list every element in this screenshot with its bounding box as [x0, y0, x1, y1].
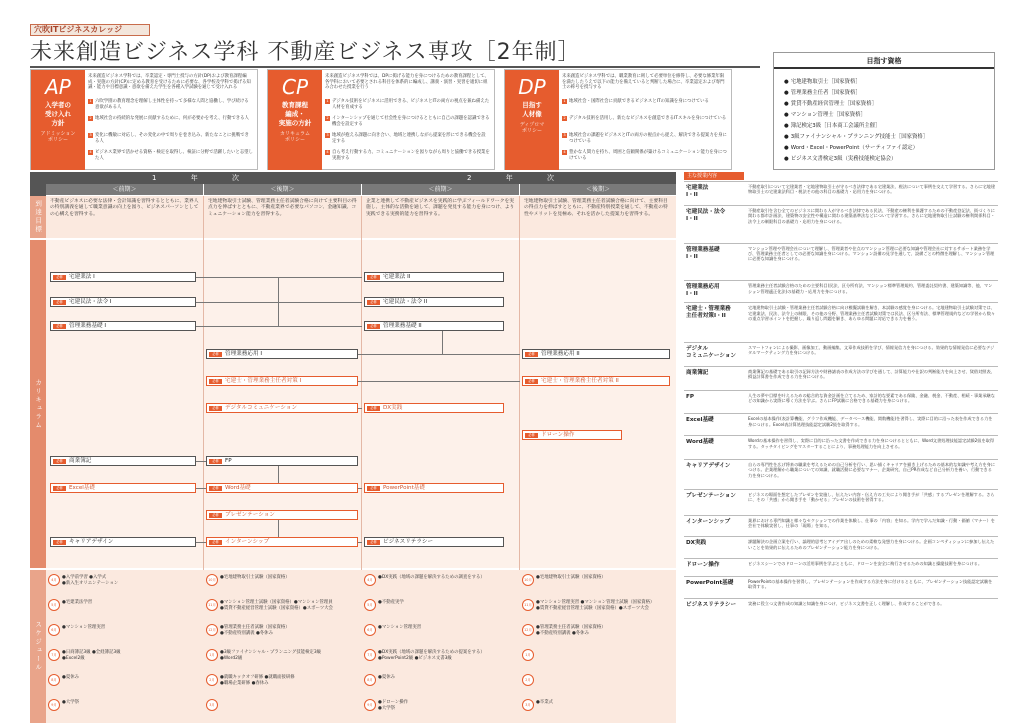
main-course-description: マンション管理や管理会社について理解し、管理業者や住点のマンション管理に必要な知識や管理会社に対するサポート業務を学び、管理業務主任者としての必要な知識を身につける。マンション設備の見学を通して、設備ごとの特徴を理解し、マンション管理に必要な知識を身につける。 [748, 245, 995, 262]
schedule-item [364, 622, 516, 642]
side-label-curriculum: カリキュラム [30, 240, 46, 568]
schedule-month: 9月 [48, 699, 60, 711]
qualification-item: ● マンション管理士［国家資格］ [784, 112, 866, 119]
schedule-item [364, 572, 516, 592]
page-title: 未来創造ビジネス学科 不動産ビジネス専攻［2年制］ [30, 40, 581, 65]
schedule-item [522, 697, 674, 717]
main-course-name: 宅建業法 I・II [686, 185, 709, 198]
policy-item-text: 変化に機敏に対応し、その変化の中で周りを巻き込み、新たなことに挑戦できる人 [95, 133, 249, 144]
policy-badge [31, 70, 85, 170]
course-name: 管理業務基礎 II [383, 323, 422, 329]
policy-abbr: CP [281, 75, 309, 99]
course-name: 管理業務応用 II [541, 351, 580, 357]
main-course-row [684, 280, 998, 300]
policy-item-text: 地域社会・国際社会に貢献できるビジネスとITの知識を身につけている [569, 99, 709, 104]
policy-item [325, 116, 490, 127]
course-required-tag: 必修 [209, 379, 222, 384]
schedule-month: 5月 [364, 599, 376, 611]
main-course-name: FP [686, 393, 694, 400]
policy-item-number: 3 [89, 133, 92, 137]
course-taisaku1 [206, 376, 358, 386]
schedule-item [206, 672, 358, 692]
course-word [206, 483, 358, 493]
schedule-text: ●管理業務主任者試験（国家資格） ●不動産特別講義 ●冬休み [220, 625, 290, 636]
course-drone [522, 430, 622, 440]
main-course-description: ビジネスの場面を想定したプレゼンを実施し、伝えたい内容・伝え方の工夫により聞き手が「共感」するプレゼンを理解する。さらに、その「共感」から聞き手を「動かせる」プレゼンの技術を習得する。 [748, 491, 995, 503]
goal-text: 宅地建物取引士試験、管理業務主任者試験合格に向けて主要科目の得点力を伸ばすとともに、不動産業界で必要なパソコン、金融知識、コミュニケーション能力を習得する。 [204, 196, 361, 238]
main-course-row [684, 302, 998, 340]
term-header: ＜後期＞ [520, 184, 676, 195]
schedule-text: ●ドローン操作 ●大学祭 [378, 700, 409, 711]
school-tag: 穴吹ITビジネスカレッジ [30, 24, 150, 36]
policy-item-text: 自ら考え行動する力、コミュニケーションを図りながら周りと協働できる授業を実施する [332, 150, 490, 161]
schedule-text [536, 647, 674, 650]
schedule-month: 6月 [364, 624, 376, 636]
schedule-text: ●DX実践（地域の課題を解決するための調査をする） [378, 575, 485, 580]
policy-item-number: 1 [89, 99, 92, 103]
main-course-row [684, 536, 998, 556]
main-course-description: 業界における専門知識と様々なセクションでの作業を体験し、仕事の「内容」を知る。学内で学んだ知識・行動・価値（マナー）を会社で体験実習し、仕事の「現場」を知る。 [748, 517, 995, 528]
main-course-row [684, 205, 998, 241]
policy-item-number: 1 [563, 99, 566, 103]
schedule-item [364, 647, 516, 667]
course-excel [50, 483, 196, 493]
policy-item-number: 3 [326, 133, 329, 137]
schedule-month: 7月 [364, 649, 376, 661]
qualification-item: ● Word・Excel・PowerPoint（サーティファイ認定） [784, 145, 918, 152]
qualification-item: ● 簿記検定3級［日本商工会議所主催］ [784, 123, 880, 130]
course-name: 宅建業法 I [69, 274, 95, 280]
schedule-text: ●卒業式 [536, 700, 554, 705]
policy-item-text: デジタル技術をビジネスに活用できる、ビジネスとITの両方の視点を兼ね備えた人材を育成する [332, 99, 490, 110]
course-name: DX実践 [383, 405, 403, 411]
policy-item-number: 4 [89, 150, 92, 154]
policy-item [562, 116, 727, 122]
policy-item [562, 99, 727, 105]
schedule-text: ●夏休み [378, 675, 396, 680]
course-name: 管理業務応用 I [225, 351, 262, 357]
schedule-text: ●不動産実学 [378, 600, 404, 605]
policy-item-text: 豊かな人間力を持ち、周囲と信頼関係が築けるコミュニケーション能力を身につけている [569, 150, 727, 161]
main-course-description: 人生の夢や目標を叶えるための総合的な資金計画を立てるため、家計的な要素である保険、金融、税金、不動産、相続・事業承継などの知識から実際に導く方法を学ぶ。さらにFP試験に合格できる基礎力を身につける。 [748, 392, 995, 403]
schedule-text: ●DX実践（地域の課題を解決するための提案をする） ●PowerPoint2級 ●ビジネス文書3級 [378, 650, 485, 661]
schedule-item [522, 647, 674, 667]
schedule-text: ●マンション管理実習 [62, 625, 106, 630]
main-course-row [684, 181, 998, 203]
main-course-name: キャリアデザイン [686, 463, 731, 469]
main-course-description: 不動産取引を含む全てのビジネスに関わる人が守るべき法律である民法、不動産の権利を保護するための不動産登記法、街づくりに関わる都市計画法、建築物の安全性や構造に関わる建築基準法などについて学習する。さらに宅地建物取引士試験の権利関係科目・法令上の制限科目の基礎力・応用力を身につける。 [748, 207, 995, 224]
course-name: デジタルコミュニケーション [225, 405, 298, 411]
policy-name: 教育課程 編成・ 実施の方針 [278, 101, 312, 127]
qualifications-box [773, 52, 995, 170]
schedule-text [220, 697, 358, 700]
policy-box-ap [30, 69, 258, 170]
policy-abbr: DP [518, 75, 546, 99]
schedule-item [206, 572, 358, 592]
course-fp [206, 456, 358, 466]
policy-item-number: 4 [326, 150, 329, 154]
main-course-row [684, 515, 998, 535]
main-course-row [684, 243, 998, 279]
policy-item [88, 133, 253, 144]
goal-text: 不動産ビジネスに必要な法律・会計知識を習得するとともに、業界人の特別講義を通して職業意識の向上を図り、ビジネスパーソンとしての心構えを習得する。 [46, 196, 203, 238]
schedule-item [364, 597, 516, 617]
course-required-tag: 必修 [209, 486, 222, 491]
schedule-month: 9月 [364, 699, 376, 711]
main-course-description: Excelの基本操作(表計算機能、グラフ作成機能、データベース機能、関数機能)を習得し、実際に目的に沿った表を作成できる力を身につける。Excel表計算処理技能認定試験2級を取得する。 [748, 416, 993, 427]
main-course-name: ビジネスリテラシー [686, 601, 737, 608]
course-required-tag: 必修 [525, 433, 538, 438]
policy-item-number: 2 [89, 116, 92, 120]
policy-badge [268, 70, 322, 170]
policy-description: 未来創造ビジネス学科では、卒業認定・専門士授与の方針(DP)および教育課程編成・実施の方針(CP)に定める教育を受けるために必要な、各学校及学科で掲げる知識・能力や目標意識・意欲を備えた学生を各種入学試験を通じて受け入れる [88, 74, 251, 91]
main-course-name: プレゼンテーション [686, 492, 736, 499]
qualifications-title: 目指す資格 [774, 53, 994, 69]
main-course-description: ビジネスシーンでのドローンの活用事例を学ぶとともに、ドローンを安全に飛行させるための知識と操縦技術を身につける。 [748, 561, 983, 567]
course-name: 宅建士・管理業務主任者対策 II [541, 378, 619, 384]
course-name: 宅建民法・法令 II [383, 299, 428, 305]
course-kanri1 [50, 321, 196, 331]
policy-item-text: 地域が抱える課題に向き合い、地域と連携しながら提案を形にできる機会を設定する [332, 133, 486, 144]
schedule-item [522, 597, 674, 617]
qualification-item: ● 宅地建物取引士［国家資格］ [784, 79, 861, 86]
course-name: Word基礎 [225, 485, 251, 491]
main-course-description: 自らの専門性を広げ将来の職業を考えるための自己分析を行い、思い描くキャリアを描き上げるための基本的な知識や考え方を身につける。企業理解から職業についての知識、就職活動に必要なマナー、企業研究、自己PR作成など自己分析力を養い、行動できる力を身につける。 [748, 462, 996, 478]
course-name: 宅建業法 II [383, 274, 411, 280]
schedule-item [48, 647, 200, 667]
course-name: FP [225, 458, 232, 464]
schedule-month: 1月 [206, 649, 218, 661]
course-name: Excel基礎 [69, 485, 96, 491]
schedule-item [48, 672, 200, 692]
course-minpo2 [364, 297, 504, 307]
policy-reading: ディプロマ ポリシー [519, 122, 545, 134]
schedule-month: 8月 [364, 674, 376, 686]
main-course-row [684, 413, 998, 433]
main-course-row [684, 390, 998, 412]
main-course-row [684, 342, 998, 364]
course-required-tag: 必修 [209, 352, 222, 357]
main-course-name: 宅建士・管理業務 主任者対策I・II [686, 306, 731, 320]
side-label-schedule: スケジュール [30, 570, 46, 723]
main-course-name: インターンシップ [686, 518, 731, 525]
course-dx [364, 403, 504, 413]
schedule-month: 11月 [522, 599, 534, 611]
schedule-text [536, 672, 674, 675]
course-taisaku2 [522, 376, 670, 386]
schedule-item [522, 672, 674, 692]
schedule-text: ●夏休み [62, 675, 80, 680]
main-course-description: 宅地建物取引士試験・管理業務主任者試験合格に向け模擬試験を解き、本試験の感覚を身につける。宅地建物取引士試験対策では、宅建業法、民法、法令上の制限、その他の分野、管理業務主任者試験対策では民法、区分所有法、標準管理規約などの学習から数々の重点学習ポイントを把握し、繰り返し問題を解き、あらゆる問題に対応できる力を養う。 [748, 305, 996, 321]
policy-item-text: ビジネス業界で活かせる資格・検定を取得し、検証に分野で活躍したいと志望した人 [95, 150, 253, 161]
course-kanriapp1 [206, 349, 358, 359]
course-required-tag: 必修 [367, 406, 380, 411]
goal-text: 宅地建物取引士試験、管理業務主任者試験合格に向けて、主要科目の得点力を伸ばすとともに、不動産特別授業を通して、不動産の特性やメリットを見極め、それを活かした提案力を習得する。 [520, 196, 676, 238]
course-minpo1 [50, 297, 196, 307]
policy-item-text: デジタル技術を活用し、新たなビジネスを創造できるITスキルを身につけている [569, 116, 727, 121]
course-name: 宅建士・管理業務主任者対策 I [225, 378, 302, 384]
schedule-month: 10月 [206, 574, 218, 586]
main-course-description: 管理業務主任者試験合格のための主要科目(民法、区分所有法、マンション標準管理規約、管理委託契約書、建築知識等、他、マンション管理適正化法)の基礎力・応用力を身につける。 [748, 283, 993, 294]
policy-reading: カリキュラム ポリシー [280, 131, 310, 143]
schedule-text: ●マンション管理士試験（国家資格）●マンション管理員 ●賃貸不動産経営管理士試験（国家資格）●スポーツ大会 [220, 600, 333, 611]
side-label-goals: 到達目標 [30, 196, 46, 238]
qualification-item: ● 賃貸不動産経営管理士［国家資格］ [784, 101, 877, 108]
schedule-month: 12月 [522, 624, 534, 636]
year-2-header: 2 年 次 [361, 172, 676, 184]
main-course-row [684, 489, 998, 513]
schedule-month: 3月 [522, 699, 534, 711]
qualification-item: ● 管理業務主任者［国家資格］ [784, 90, 861, 97]
main-course-description: 商業簿記の基礎である取引の記録方法や財務諸表の作成方法の学びを通して、計算能力や仕訳の判断能力を向上させ、貸借対照表、損益計算書を作成できる力を身につける。 [748, 368, 995, 380]
policy-box-cp [267, 69, 495, 170]
main-course-name: DX実践 [686, 540, 707, 547]
term-header: ＜前期＞ [46, 184, 203, 195]
schedule-item [48, 572, 200, 592]
policy-item-text: 地域社会の持続的な発展に貢献するために、何が必要かを考え、行動できる人 [95, 116, 249, 121]
schedule-item [522, 572, 674, 592]
year-1-header: 1 年 次 [46, 172, 361, 184]
main-course-row [684, 598, 998, 610]
qualification-item: ● 3級ファイナンシャル・プランニング技能士［国家資格］ [784, 134, 928, 141]
policy-description: 未来創造ビジネス学科では、DPに掲げる能力を身につけるための教育課程として、各学科において必要とされる科目を体系的に編成し、講義・演習・実習を適切に組み合わせた授業を行う [325, 74, 489, 91]
policy-item-text: 地域社会の課題をビジネスとITの両方の視点から捉え、解決できる提案力を身につけている [569, 133, 727, 144]
course-boki [50, 456, 196, 466]
course-required-tag: 必修 [53, 324, 66, 329]
course-intern [206, 537, 358, 547]
main-course-name: Excel基礎 [686, 417, 714, 424]
policy-item-number: 2 [563, 116, 566, 120]
main-course-name: PowerPoint基礎 [686, 580, 734, 586]
policy-name: 目指す 人材像 [522, 101, 542, 118]
schedule-month: 6月 [48, 624, 60, 636]
main-course-name: デジタル コミュニケーション [686, 346, 737, 359]
policy-badge [505, 70, 559, 170]
policy-item-number: 2 [326, 116, 329, 120]
policy-item [88, 116, 253, 122]
course-kanri2 [364, 321, 504, 331]
schedule-text: ●マンション管理実習 [378, 625, 422, 630]
schedule-month: 1月 [522, 649, 534, 661]
main-course-description: 実務に役立つ文書作成の知識と知識を身につけ、ビジネス文書を正しく理解し、作成することができる。 [748, 600, 945, 606]
schedule-month: 10月 [522, 574, 534, 586]
policy-item-number: 4 [563, 150, 566, 154]
schedule-text: ●入学前学習 ●入学式 ●新入生オリエンテーション [62, 575, 119, 586]
schedule-item [206, 597, 358, 617]
term-header: ＜後期＞ [204, 184, 361, 195]
course-required-tag: 必修 [367, 540, 380, 545]
schedule-item [206, 697, 358, 717]
course-name: 管理業務基礎 I [69, 323, 106, 329]
schedule-month: 2月 [206, 674, 218, 686]
term-header: ＜前期＞ [362, 184, 519, 195]
main-course-name: 管理業務応用 I・II [686, 284, 720, 298]
policy-name: 入学者の 受け入れ 方針 [45, 101, 71, 127]
course-name: プレゼンテーション [225, 512, 275, 518]
policy-item [325, 99, 490, 110]
schedule-item [364, 672, 516, 692]
course-digital [206, 403, 358, 413]
schedule-month: 4月 [364, 574, 376, 586]
course-required-tag: 必修 [209, 513, 222, 518]
course-required-tag: 必修 [525, 379, 538, 384]
grid-corner [30, 172, 46, 196]
main-course-name: 管理業務基礎 I・II [686, 246, 720, 260]
policy-item [562, 133, 727, 144]
schedule-month: 5月 [48, 599, 60, 611]
main-course-name: Word基礎 [686, 439, 714, 446]
schedule-item [48, 597, 200, 617]
course-required-tag: 必修 [367, 275, 380, 280]
course-career [50, 537, 196, 547]
schedule-text: ●管理業務主任者試験（国家資格） ●不動産特別講義 ●冬休み [536, 625, 606, 636]
course-required-tag: 必修 [53, 459, 66, 464]
main-course-name: 宅建民法・法令 I・II [686, 208, 726, 222]
course-name: 宅建民法・法令 I [69, 299, 112, 305]
policy-item-text: 六吹学園の教育理念を理解し主体性を持って多様な人間と協働し、学び続ける意欲がある人 [95, 99, 249, 110]
schedule-item [206, 622, 358, 642]
course-required-tag: 必修 [367, 300, 380, 305]
main-course-description: 不動産取引について宅建業者・宅地建物取引士が守るべき法律である宅建業法、税法について事例を交えて学習する。さらに宅地建物取引士の宅建業法科目・税法その他の科目の基礎力・応用力を身につける。 [748, 184, 995, 195]
course-required-tag: 必修 [367, 486, 380, 491]
schedule-text: ●日商簿記3級 ●全経簿記3級 ●Excel2級 [62, 650, 121, 661]
course-name: ドローン操作 [541, 432, 575, 438]
main-course-row [684, 435, 998, 457]
schedule-text: ●就職キックオフ研修 ●就職面接研修 ●職場企業研修 ●春休み [220, 675, 295, 686]
schedule-text: ●3級ファイナンシャル・プランニング技能検定3級 ●Word2級 [220, 650, 322, 661]
schedule-item [522, 622, 674, 642]
course-required-tag: 必修 [209, 459, 222, 464]
course-required-tag: 必修 [53, 300, 66, 305]
schedule-item [48, 622, 200, 642]
goal-text: 企業と連携して不動産ビジネスを実践的に学ぶフィールドワークを実施し、主体的な活動を通して、課題を発見する能力を身につけ、より実践できる実務的能力を習得する。 [362, 196, 519, 238]
course-takken2 [364, 272, 504, 282]
policy-item [325, 133, 490, 144]
schedule-item [206, 647, 358, 667]
schedule-text: ●宅建業法学習 [62, 600, 93, 605]
course-required-tag: 必修 [53, 540, 66, 545]
main-courses-header: 主な授業内容 [684, 172, 744, 180]
main-course-description: PowerPointの基本操作を習得し、プレゼンテーションを作成する方法を身に付けるとともに、プレゼンテーション技能認定試験を取得する。 [748, 579, 993, 590]
course-name: PowerPoint基礎 [383, 485, 425, 491]
course-name: インターンシップ [225, 539, 270, 545]
main-course-description: Wordの基本操作を習得し、実際に目的に沿った文書を作成できる力を身につけるとともに、Word文書処理技能認定試験2級を取得する。タッチタイピングをマスターすることにより、事務処理能力を向上させる。 [748, 438, 995, 449]
course-required-tag: 必修 [209, 406, 222, 411]
main-course-row [684, 576, 998, 596]
course-required-tag: 必修 [209, 540, 222, 545]
main-course-name: ドローン操作 [686, 562, 720, 569]
course-required-tag: 必修 [367, 324, 380, 329]
policy-item-number: 1 [326, 99, 329, 103]
policy-item [88, 150, 253, 161]
course-bizlit [364, 537, 504, 547]
schedule-month: 8月 [48, 674, 60, 686]
schedule-month: 4月 [48, 574, 60, 586]
policy-item [562, 150, 727, 161]
schedule-item [364, 697, 516, 717]
schedule-text: ●大学祭 [62, 700, 80, 705]
title-rule [30, 66, 760, 68]
course-name: ビジネスリテラシー [383, 539, 434, 545]
policy-reading: アドミッション ポリシー [40, 131, 76, 143]
course-name: キャリアデザイン [69, 539, 114, 545]
course-required-tag: 必修 [53, 486, 66, 491]
qualification-item: ● ビジネス文書検定3級（実務技能検定協会） [784, 156, 896, 163]
schedule-month: 3月 [206, 699, 218, 711]
schedule-item [48, 697, 200, 717]
course-present [206, 510, 358, 520]
schedule-text: ●マンション管理実習 ●マンション管理士試験（国家資格） ●賃貸不動産経営管理士試験（国家資格）●スポーツ大会 [536, 600, 655, 611]
policy-abbr: AP [45, 75, 71, 99]
policy-item [325, 150, 490, 161]
main-course-row [684, 366, 998, 388]
course-ppt [364, 483, 504, 493]
course-name: 商業簿記 [69, 458, 92, 464]
course-required-tag: 必修 [525, 352, 538, 357]
course-takken1 [50, 272, 196, 282]
main-courses-panel [684, 172, 998, 723]
policy-item [88, 99, 253, 110]
policy-description: 未来創造ビジネス学科では、職業教育に則して必要単位を修得し、必要な修業年限を満たしたうえで以下の能力を備えていると判断した場合に、卒業認定および専門士の称号を授与する [562, 74, 725, 91]
schedule-text: ●宅地建物取引士試験（国家資格） [536, 575, 606, 580]
main-course-row [684, 459, 998, 487]
schedule-month: 11月 [206, 599, 218, 611]
policy-item-number: 3 [563, 133, 566, 137]
main-course-row [684, 558, 998, 574]
main-course-name: 商業簿記 [686, 369, 709, 376]
main-course-description: スマートフォンによる撮影、画像加工、動画編集、文章作成技術を学び、情報発信力を身につける。効果的な情報発信に必要なデジタルマーケティング力を身につける。 [748, 345, 995, 356]
course-required-tag: 必修 [53, 275, 66, 280]
policy-box-dp [504, 69, 732, 170]
schedule-month: 12月 [206, 624, 218, 636]
policy-item-text: インターンシップを通じて社会性を身につけるとともに自己の課題を認識できる機会を設定する [332, 116, 490, 127]
main-course-description: 課題解決の企画立案を行い、論理的思考とアイデア出しのための柔軟な発想力を身につける。企画コンペティションに参加し伝えたいことを効果的に伝えるためのプレゼンテーション能力を身につける。 [748, 539, 995, 550]
schedule-text: ●宅地建物取引士試験（国家資格） [220, 575, 290, 580]
course-kanriapp2 [522, 349, 670, 359]
schedule-month: 2月 [522, 674, 534, 686]
schedule-month: 7月 [48, 649, 60, 661]
